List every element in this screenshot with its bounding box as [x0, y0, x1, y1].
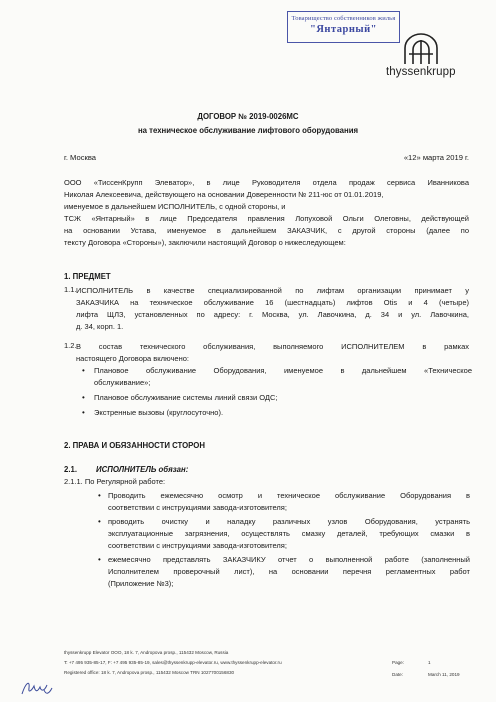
clause-1-1: [76, 285, 469, 333]
list-item: обслуживание»;: [94, 378, 151, 387]
clause-number: 2.1.: [64, 465, 78, 474]
intro-paragraph: [64, 177, 469, 249]
stamp-line-2: "Янтарный": [310, 24, 377, 35]
contract-date: «12» марта 2019 г.: [403, 153, 469, 162]
clause-line: ИСПОЛНИТЕЛЬ в качестве специализированной по лифтам организации принимает у: [76, 286, 469, 295]
clause-line: ЗАКАЗЧИКА на техническое обслуживание 16 (шестнадцать) лифтов Otis и 4 (четыре): [76, 298, 469, 307]
intro-line: тексту Договора «Стороны»), заключили настоящий Договор о нижеследующем:: [64, 238, 346, 247]
footer-date-label: Date:: [392, 672, 403, 677]
tsj-stamp: [287, 11, 400, 43]
intro-line: на основании Устава, именуемое в дальнейшем ЗАКАЗЧИК, с другой стороны (далее по: [64, 226, 469, 235]
footer-page-label: Page:: [392, 660, 405, 665]
clause-2-1-title: ИСПОЛНИТЕЛЬ обязан:: [96, 465, 189, 474]
footer-page-value: 1: [428, 660, 431, 665]
list-item: проводить очистку и наладку различных узлов Оборудования, устранять: [108, 517, 470, 526]
clause-line: лифта ЩЛЗ, установленных по адресу: г. Москва, ул. Лавочкина, д. 34 и ул. Лавочкина,: [76, 310, 469, 319]
clause-line: настоящего Договора включено:: [76, 354, 189, 363]
contract-place: г. Москва: [64, 153, 96, 162]
intro-line: Николая Алексеевича, действующего на основании Доверенности № 211-юс от 01.01.2019,: [64, 190, 384, 199]
clause-line: д. 34, корп. 1.: [76, 322, 124, 331]
list-item: соответствии с инструкциями завода-изготовителя;: [108, 541, 287, 550]
list-item: Проводить ежемесячно осмотр и техническое обслуживание Оборудования в: [108, 491, 470, 500]
signature-initials: [20, 678, 54, 698]
services-list: • Плановое обслуживание Оборудования, именуемое в дальнейшем «Техническое обслуживание»; • Плановое обслуживание системы линий связи ОДС; • Экстренные вызовы (круглосуточно).: [82, 366, 472, 417]
clause-2-1-1: 2.1.1. По Регулярной работе:: [64, 477, 166, 486]
intro-line: ООО «ТиссенКрупп Элеватор», в лице Руководителя отдела продаж сервиса Иванникова: [64, 178, 469, 187]
list-item: Исполнителем проверочный лист), на основании перечня регламентных работ: [108, 567, 470, 576]
footer-address: thyssenkrupp Elevator ООО, 18 k. 7, Andropova prosp., 115432 Moscow, Russia: [64, 650, 229, 655]
footer-registered: Registered office: 18 k. 7, Andropova prosp., 115432 Moscow TRN 1027700156830: [64, 670, 235, 675]
intro-line: ТСЖ «Янтарный» в лице Председателя правления Лопуховой Ольги Олеговны, действующей: [64, 214, 469, 223]
clause-number: 1.2.: [64, 341, 77, 350]
list-item: соответствии с инструкциями завода-изготовителя;: [108, 503, 287, 512]
clause-number: 1.1.: [64, 285, 77, 294]
brand-name: thyssenkrupp: [386, 66, 456, 78]
clause-1-2: [76, 341, 469, 365]
footer-contacts: T: +7 495 935-85-17, F: +7 495 935-85-19, sales@thyssenkrupp-elevator.ru, www.thyssenkrupp-elevator.ru: [64, 660, 282, 665]
thyssenkrupp-logo-icon: [401, 32, 441, 66]
contract-title: ДОГОВОР № 2019-0026МС: [197, 112, 299, 121]
list-item: эксплуатационные загрязнения, осуществлять смазку деталей, требующих смазки в: [108, 529, 470, 538]
stamp-line-1: Товарищество собственников жилья: [291, 15, 396, 22]
list-item: Плановое обслуживание системы линий связи ОДС;: [94, 393, 278, 402]
list-item: ежемесячно представлять ЗАКАЗЧИКУ отчет о выполненной работе (заполненный: [108, 555, 470, 564]
footer-date-value: March 11, 2019: [428, 672, 460, 677]
list-item: Экстренные вызовы (круглосуточно).: [94, 408, 224, 417]
clause-line: В состав технического обслуживания, выполняемого ИСПОЛНИТЕЛЕМ в рамках: [76, 342, 469, 351]
list-item: (Приложение №3);: [108, 579, 174, 588]
section-1-heading: 1. ПРЕДМЕТ: [64, 272, 111, 281]
section-2-heading: 2. ПРАВА И ОБЯЗАННОСТИ СТОРОН: [64, 441, 205, 450]
intro-line: именуемое в дальнейшем ИСПОЛНИТЕЛЬ, с одной стороны, и: [64, 202, 286, 211]
list-item: Плановое обслуживание Оборудования, именуемое в дальнейшем «Техническое: [94, 366, 472, 375]
contract-subtitle: на техническое обслуживание лифтового оборудования: [137, 126, 359, 135]
duties-list: • Проводить ежемесячно осмотр и техническое обслуживание Оборудования в соответствии с инструкциями завода-изготовителя; • проводить очистку и наладку различных узлов Оборудования, устранять эксплуатационные загрязнения, осуществлять смазку деталей, требующих смазки в соответствии с инструкциями завода-изготовителя; • ежемесячно представлять ЗАКАЗЧИКУ отчет о выполненной работе (заполненный Исполнителем проверочный лист), на основании перечня регламентных работ (Приложение №3);: [98, 491, 470, 588]
